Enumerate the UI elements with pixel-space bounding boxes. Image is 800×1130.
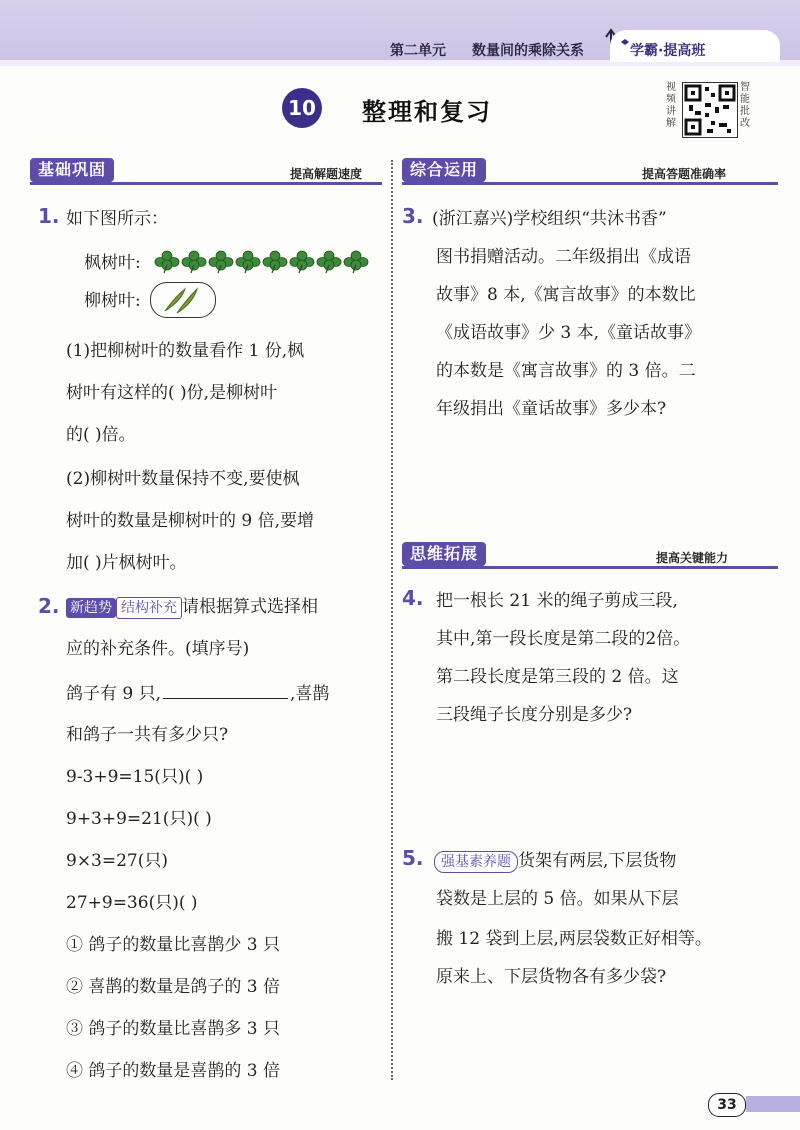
- q1-part2-line2: 树叶的数量是柳树叶的 9 倍,要增: [66, 511, 315, 531]
- q1-willow-label: 柳树叶:: [84, 291, 141, 311]
- q2-equation-4: 27+9=36(只)( ): [66, 893, 198, 913]
- q4-line1: 把一根长 21 米的绳子剪成三段,: [436, 591, 678, 611]
- qr-right-label: 智能批改: [740, 82, 750, 129]
- q2-line3: [66, 680, 329, 707]
- q5-line1-text: 货架有两层,下层货物: [518, 851, 677, 871]
- q4-line3: 第二段长度是第三段的 2 倍。这: [436, 667, 679, 687]
- q3-number: 3.: [402, 204, 424, 228]
- q2-equation-1: 9-3+9=15(只)( ): [66, 767, 204, 787]
- q5-line1: [434, 848, 676, 874]
- section-think-subtitle: 提高关键能力: [656, 551, 729, 565]
- q2-tag-structure: 结构补充: [116, 597, 182, 619]
- maple-leaf-icon: [235, 250, 262, 274]
- q1-part1-line2: 树叶有这样的( )份,是柳树叶: [66, 383, 278, 403]
- section-apply-subtitle: 提高答题准确率: [642, 167, 727, 181]
- q2-option-3: ③ 鸽子的数量比喜鹊多 3 只: [66, 1019, 281, 1039]
- section-apply-title: 综合运用: [402, 158, 486, 182]
- q4-number: 4.: [402, 586, 424, 610]
- section-think-title: 思维拓展: [402, 542, 486, 566]
- maple-leaf-row: [154, 250, 384, 276]
- unit-label: 第二单元: [390, 43, 446, 59]
- maple-leaf-icon: [262, 250, 289, 274]
- q3-line2: 图书捐赠活动。二年级捐出《成语: [436, 247, 691, 267]
- willow-leaf-group: [150, 282, 216, 318]
- column-divider: [391, 160, 393, 1080]
- q4-line4: 三段绳子长度分别是多少?: [436, 705, 633, 725]
- q1-intro: 如下图所示：: [66, 209, 168, 229]
- q2-tag-trend: 新趋势: [66, 598, 116, 618]
- lesson-title: 整理和复习: [362, 98, 492, 126]
- q2-line3-b: ,喜鹊: [290, 684, 330, 704]
- q1-part1-line1: (1)把柳树叶的数量看作 1 份,枫: [66, 341, 305, 361]
- q2-option-4: ④ 鸽子的数量是喜鹊的 3 倍: [66, 1061, 281, 1081]
- page-number-bar: [746, 1096, 800, 1112]
- q3-line3: 故事》8 本,《寓言故事》的本数比: [436, 285, 696, 305]
- q2-answer-blank[interactable]: [163, 680, 288, 699]
- section-basic-subtitle: 提高解题速度: [290, 167, 363, 181]
- q2-number: 2.: [38, 594, 60, 618]
- q2-line1: [66, 594, 318, 620]
- q2-line3-a: 鸽子有 9 只,: [66, 684, 162, 704]
- section-apply-rule: [402, 182, 778, 185]
- q1-part2-line3: 加( )片枫树叶。: [66, 553, 187, 573]
- q3-line4: 《成语故事》少 3 本,《童话故事》: [436, 323, 702, 343]
- section-basic-rule: [30, 182, 382, 185]
- maple-leaf-icon: [343, 250, 370, 274]
- q4-line2: 其中,第一段长度是第二段的2倍。: [436, 629, 691, 649]
- q5-line2: 袋数是上层的 5 倍。如果从下层: [436, 889, 679, 909]
- q3-line5: 的本数是《寓言故事》的 3 倍。二: [436, 361, 696, 381]
- page-number: 33: [708, 1093, 746, 1117]
- q3-line1: (浙江嘉兴)学校组织“共沐书香”: [432, 209, 667, 229]
- qr-code[interactable]: [682, 82, 738, 138]
- maple-leaf-icon: [208, 250, 235, 274]
- maple-leaf-icon: [181, 250, 208, 274]
- q5-line4: 原来上、下层货物各有多少袋?: [436, 967, 667, 987]
- section-basic-title: 基础巩固: [30, 158, 114, 182]
- q2-line1-text: 请根据算式选择相: [182, 597, 318, 617]
- maple-leaf-icon: [316, 250, 343, 274]
- brand-label: 学霸·提高班: [630, 43, 706, 59]
- section-think-rule: [402, 566, 778, 569]
- q2-equation-3: 9×3=27(只): [66, 851, 169, 871]
- q2-equation-2: 9+3+9=21(只)( ): [66, 809, 212, 829]
- lesson-number: 10: [282, 88, 322, 128]
- maple-leaf-icon: [289, 250, 316, 274]
- qr-code-icon: [683, 83, 737, 137]
- qr-left-label: 视频讲解: [666, 82, 676, 129]
- q1-number: 1.: [38, 204, 60, 228]
- q2-option-1: ① 鸽子的数量比喜鹊少 3 只: [66, 935, 281, 955]
- topic-label: 数量间的乘除关系: [472, 43, 584, 59]
- maple-leaf-icon: [154, 250, 181, 274]
- grad-cap-icon: [620, 36, 630, 50]
- q2-line4: 和鸽子一共有多少只?: [66, 725, 229, 745]
- q5-tag: 强基素养题: [434, 851, 518, 873]
- q5-number: 5.: [402, 846, 424, 870]
- q3-line6: 年级捐出《童话故事》多少本?: [436, 399, 667, 419]
- willow-leaf-icon: [151, 283, 215, 317]
- q5-line3: 搬 12 袋到上层,两层袋数正好相等。: [436, 929, 712, 949]
- q1-part1-line3: 的( )倍。: [66, 425, 136, 445]
- q1-maple-label: 枫树叶:: [84, 253, 141, 273]
- q1-part2-line1: (2)柳树叶数量保持不变,要使枫: [66, 469, 300, 489]
- q2-line2: 应的补充条件。(填序号): [66, 639, 250, 659]
- q2-option-2: ② 喜鹊的数量是鸽子的 3 倍: [66, 977, 281, 997]
